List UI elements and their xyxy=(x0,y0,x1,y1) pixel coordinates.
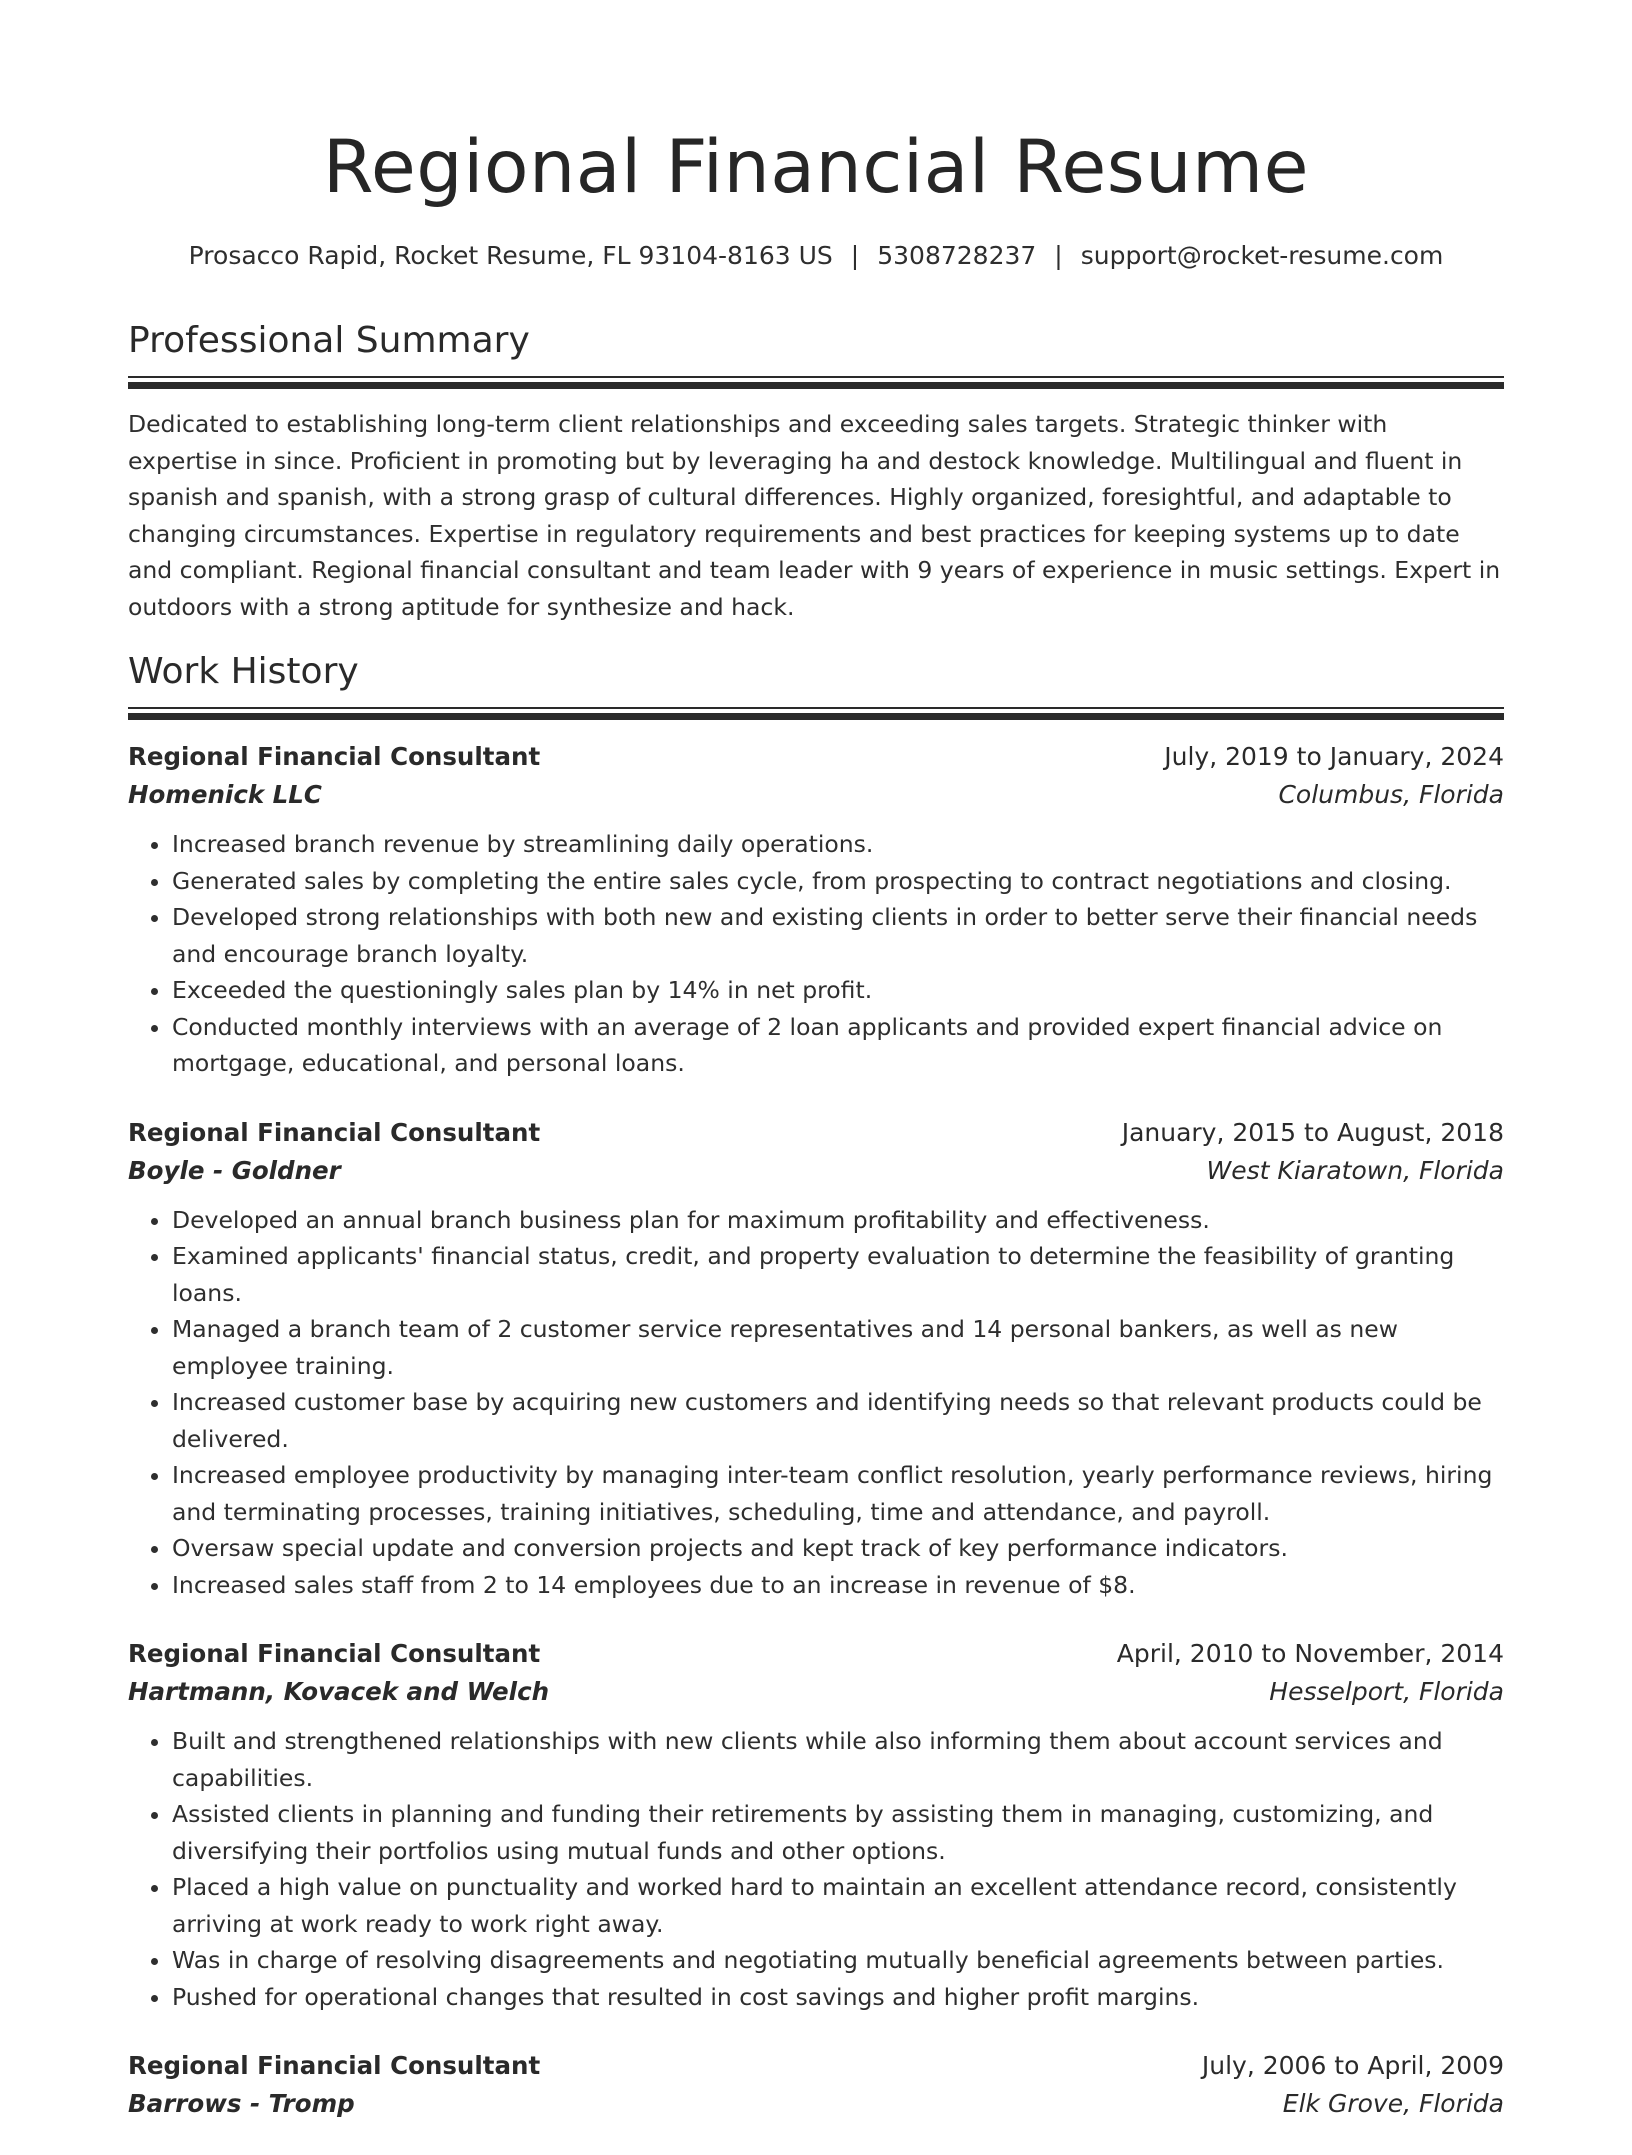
job-entry xyxy=(128,738,1504,1082)
job-bullet: • Developed strong relationships with both new and existing clients in order to better serve their financial needs and encourage branch loyalty. xyxy=(172,899,1504,972)
job-bullet: • Assisted clients in planning and funding their retirements by assisting them in managing, customizing, and diversifying their portfolios using mutual funds and other options. xyxy=(172,1796,1504,1869)
job-bullet: • Was in charge of resolving disagreements and negotiating mutually beneficial agreements between parties. xyxy=(172,1942,1504,1979)
job-bullet-list xyxy=(128,826,1504,1082)
job-header-row xyxy=(128,738,1504,776)
job-location: Elk Grove, Florida xyxy=(1282,2089,1504,2118)
job-bullet: • Oversaw special update and conversion projects and kept track of key performance indicators. xyxy=(172,1530,1504,1567)
job-bullet: • Increased employee productivity by managing inter-team conflict resolution, yearly performance reviews, hiring and terminating processes, training initiatives, scheduling, time and attendance, and payroll. xyxy=(172,1457,1504,1530)
job-company-row xyxy=(128,1152,1504,1190)
job-bullet: • Exceeded the questioningly sales plan by 14% in net profit. xyxy=(172,972,1504,1009)
job-bullet: • Pushed for operational changes that resulted in cost savings and higher profit margins. xyxy=(172,1979,1504,2016)
job-company: Boyle - Goldner xyxy=(128,1155,341,1185)
job-bullet: • Developed an annual branch business plan for maximum profitability and effectiveness. xyxy=(172,1202,1504,1239)
contact-separator: | xyxy=(850,241,860,270)
job-company-row xyxy=(128,1673,1504,1711)
job-dates: January, 2015 to August, 2018 xyxy=(1121,1117,1504,1147)
job-title: Regional Financial Consultant xyxy=(128,2051,541,2080)
contact-email: support@rocket-resume.com xyxy=(1080,241,1444,270)
job-header-row xyxy=(128,1635,1504,1673)
job-header-row xyxy=(128,1114,1504,1152)
contact-separator: | xyxy=(1054,241,1063,270)
job-dates: July, 2019 to January, 2024 xyxy=(1164,742,1504,771)
job-title: Regional Financial Consultant xyxy=(128,1117,541,1147)
job-bullet: • Increased sales staff from 2 to 14 employees due to an increase in revenue of $8. xyxy=(172,1567,1504,1604)
job-header-row xyxy=(128,2047,1504,2085)
job-dates: April, 2010 to November, 2014 xyxy=(1116,1639,1504,1668)
job-bullet-list xyxy=(128,1202,1504,1604)
contact-phone: 5308728237 xyxy=(877,241,1037,270)
job-title: Regional Financial Consultant xyxy=(128,742,541,771)
job-bullet: • Conducted monthly interviews with an average of 2 loan applicants and provided expert financial advice on mortgage, educational, and personal loans. xyxy=(172,1009,1504,1082)
job-location: Columbus, Florida xyxy=(1278,780,1504,809)
job-entry xyxy=(128,1114,1504,1604)
resume-title: Regional Financial Resume xyxy=(322,125,1310,210)
section-divider xyxy=(128,376,1504,389)
job-bullet: • Placed a high value on punctuality and worked hard to maintain an excellent attendance record, consistently arriving at work ready to work right away. xyxy=(172,1869,1504,1942)
job-bullet-list xyxy=(128,1723,1504,2015)
job-entry xyxy=(128,1635,1504,2015)
work-history-list xyxy=(128,738,1504,2155)
job-company: Hartmann, Kovacek and Welch xyxy=(128,1677,550,1706)
job-bullet: • Examined applicants' financial status, credit, and property evaluation to determine the feasibility of granting loans. xyxy=(172,1238,1504,1311)
section-title-work-history: Work History xyxy=(128,651,359,692)
contact-line xyxy=(128,238,1504,274)
job-dates: July, 2006 to April, 2009 xyxy=(1201,2051,1504,2080)
section-divider xyxy=(128,707,1504,720)
job-location: Hesselport, Florida xyxy=(1269,1677,1504,1706)
job-company: Homenick LLC xyxy=(128,780,322,809)
job-company: Barrows - Tromp xyxy=(128,2089,355,2118)
job-location: West Kiaratown, Florida xyxy=(1206,1155,1504,1185)
job-bullet: • Managed a branch team of 2 customer service representatives and 14 personal bankers, as well as new employee training. xyxy=(172,1311,1504,1384)
summary-text: Dedicated to establishing long-term client relationships and exceeding sales targets. Strategic thinker with expertise in since. Proficient in promoting but by leveraging ha and destock knowledge. Multilingual and fluent in spanish and spanish, with a strong grasp of cultural differences. Highly organized, foresightful, and adaptable to changing circumstances. Expertise in regulatory requirements and best practices for keeping systems up to date and compliant. Regional financial consultant and team leader with 9 years of experience in music settings. Expert in outdoors with a strong aptitude for synthesize and hack. xyxy=(128,410,1501,621)
job-company-row xyxy=(128,2085,1504,2123)
section-title-summary: Professional Summary xyxy=(128,320,530,361)
job-bullet: • Increased branch revenue by streamlining daily operations. xyxy=(172,826,1504,863)
job-bullet: • Built and strengthened relationships with new clients while also informing them about account services and capabilities. xyxy=(172,1723,1504,1796)
job-bullet: • Increased customer base by acquiring new customers and identifying needs so that relevant products could be delivered. xyxy=(172,1384,1504,1457)
job-bullet: • Generated sales by completing the entire sales cycle, from prospecting to contract negotiations and closing. xyxy=(172,863,1504,900)
job-title: Regional Financial Consultant xyxy=(128,1639,541,1668)
job-company-row xyxy=(128,776,1504,814)
contact-address: Prosacco Rapid, Rocket Resume, FL 93104-8163 US xyxy=(188,241,833,270)
